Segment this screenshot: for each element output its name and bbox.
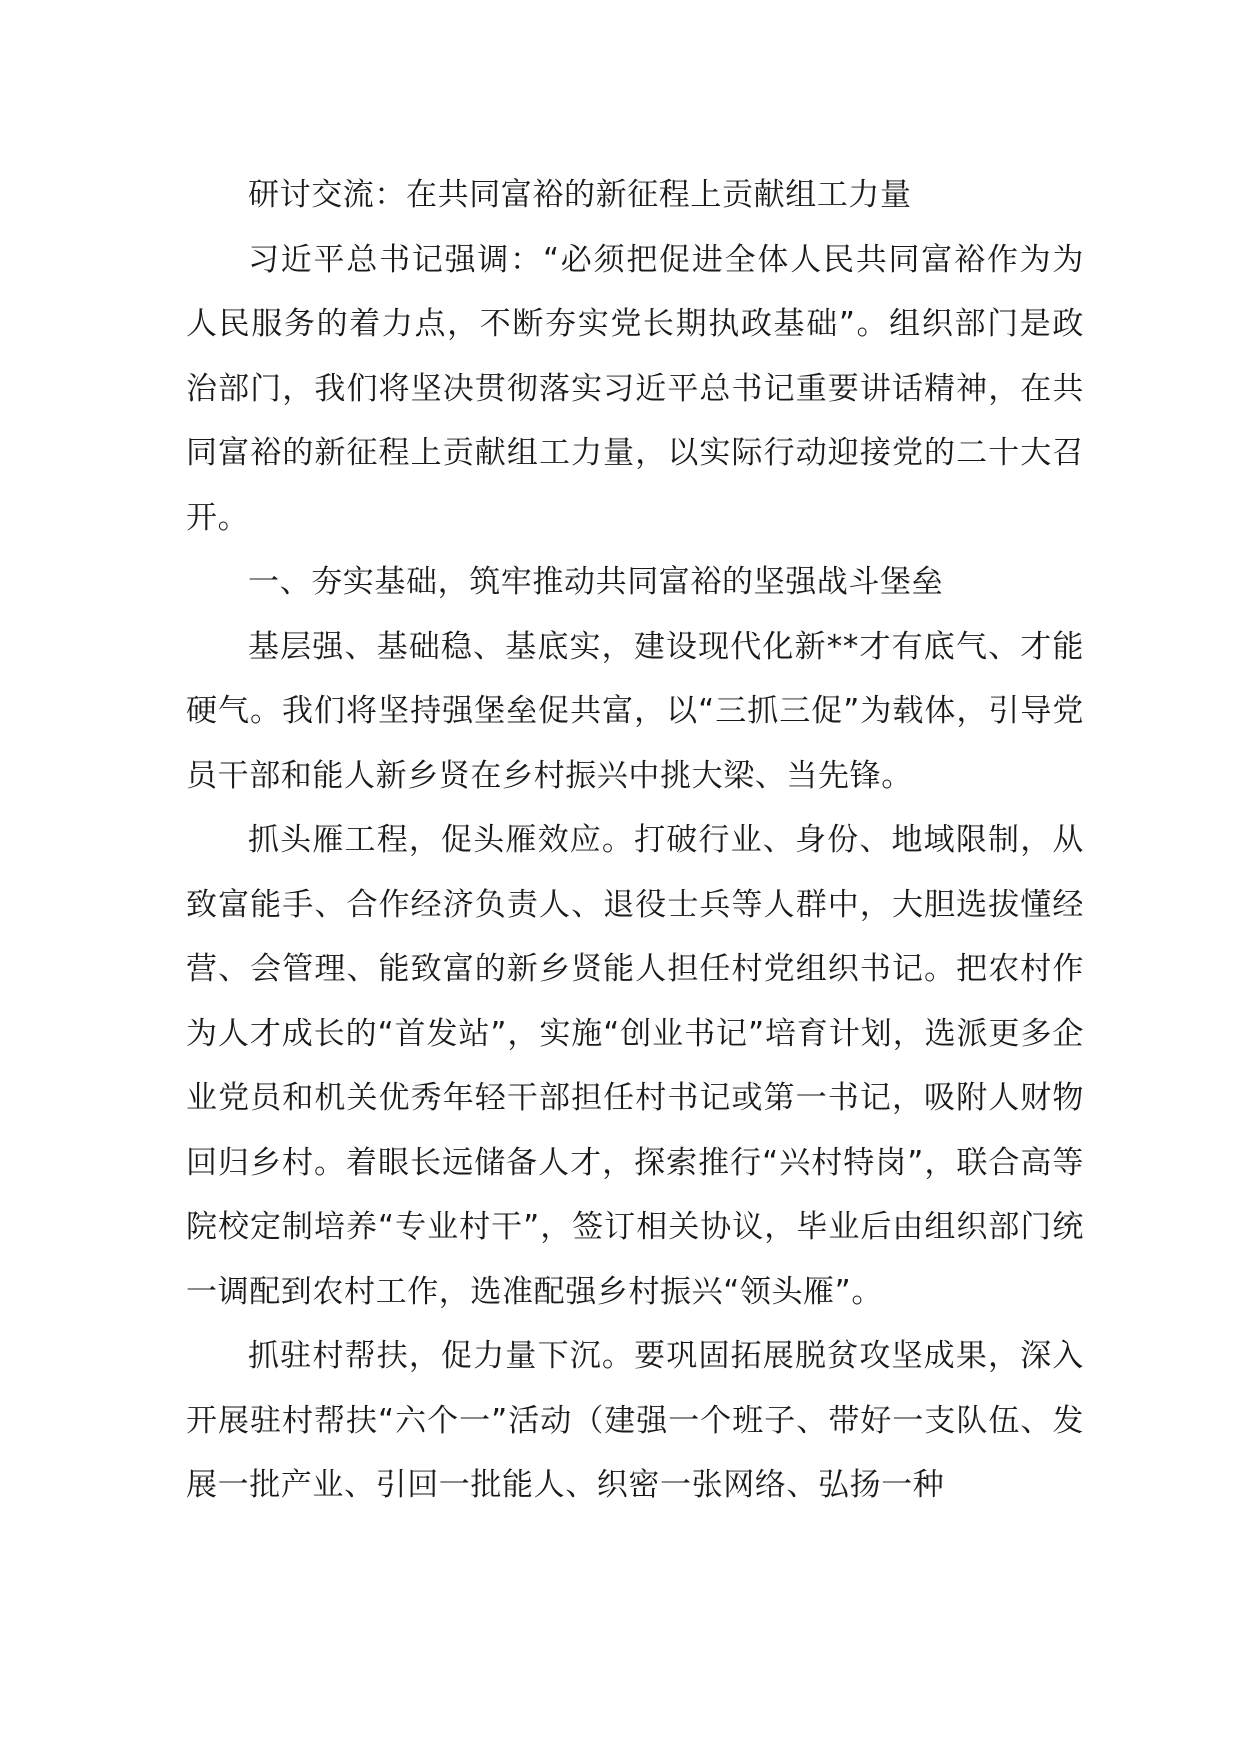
paragraph-village-assistance: 抓驻村帮扶，促力量下沉。要巩固拓展脱贫攻坚成果，深入开展驻村帮扶“六个一”活动（建强一个班子、带好一支队伍、发展一批产业、引回一批能人、织密一张网络、弘扬一种 (186, 1338, 1084, 1503)
document-body (186, 163, 1084, 1518)
paragraph-lead-goose: 抓头雁工程，促头雁效应。打破行业、身份、地域限制，从致富能手、合作经济负责人、退役士兵等人群中，大胆选拔懂经营、会管理、能致富的新乡贤能人担任村党组织书记。把农村作为人才成长的“首发站”，实施“创业书记”培育计划，选派更多企业党员和机关优秀年轻干部担任村书记或第一书记，吸附人财物回归乡村。着眼长远储备人才，探索推行“兴村特岗”，联合高等院校定制培养“专业村干”，签订相关协议，毕业后由组织部门统一调配到农村工作，选准配强乡村振兴“领头雁”。 (186, 822, 1084, 1310)
paragraph-foundation: 基层强、基础稳、基底实，建设现代化新**才有底气、才能硬气。我们将坚持强堡垒促共富，以“三抓三促”为载体，引导党员干部和能人新乡贤在乡村振兴中挑大梁、当先锋。 (186, 628, 1084, 794)
document-title: 研讨交流：在共同富裕的新征程上贡献组工力量 (248, 177, 912, 213)
paragraph-intro: 习近平总书记强调：“必须把促进全体人民共同富裕作为为人民服务的着力点，不断夯实党长期执政基础”。组织部门是政治部门，我们将坚决贯彻落实习近平总书记重要讲话精神，在共同富裕的新征程上贡献组工力量，以实际行动迎接党的二十大召开。 (186, 241, 1084, 536)
section-heading-1: 一、夯实基础，筑牢推动共同富裕的坚强战斗堡垒 (248, 564, 944, 600)
